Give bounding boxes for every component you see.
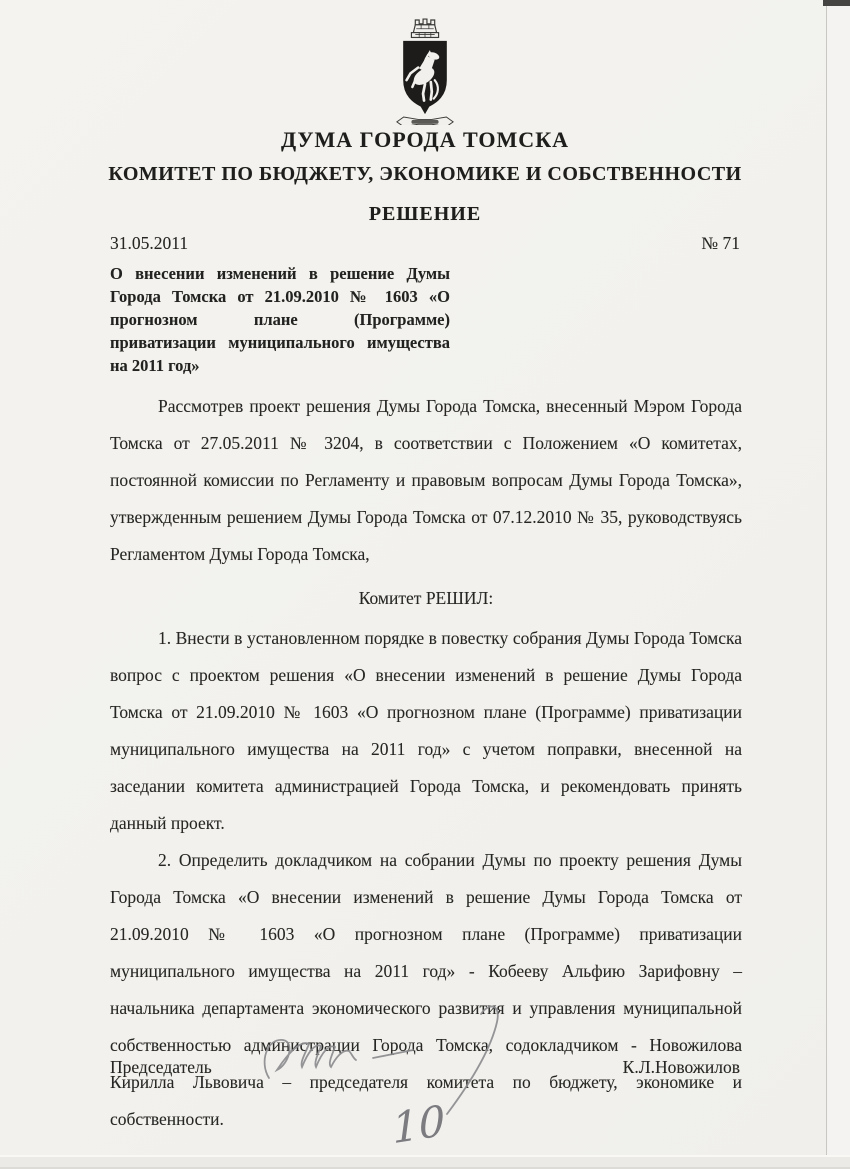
document-number: № 71 [701, 233, 740, 253]
masonry-crown-icon [411, 19, 438, 37]
organization-title: ДУМА ГОРОДА ТОМСКА [280, 127, 570, 152]
signer-name: К.Л.Новожилов [622, 1057, 740, 1077]
document-subject: О внесении изменений в решение Думы Города Томска от 21.09.2010 № 1603 «О прогнозном плане (Программе) приватизации муниципального имущества на 2011 год» [110, 264, 450, 375]
resolution-item-2: 2. Определить докладчиком на собрании Думы по проекту решения Думы Города Томска «О внесении изменений в решение Думы Города Томска от 21.09.2010 № 1603 «О прогнозном плане (Программе) приватизации муниципального имущества на 2011 год» - Кобееву Альфию Зарифовну – начальника департамента экономического развития и управления муниципальной собственностью администрации Города Томска, содокладчиком - Новожилова Кирилла Львовича – председателя комитета по бюджету, экономике и собственности. [110, 850, 742, 1129]
scan-corner-dark [823, 0, 850, 6]
resolution-item-1: 1. Внести в установленном порядке в повестку собрания Думы Города Томска вопрос с проектом решения «О внесении изменений в решение Думы Города Томска от 21.09.2010 № 1603 «О прогнозном плане (Программе) приватизации муниципального имущества на 2011 год» с учетом поправки, внесенной на заседании комитета администрацией Города Томска, и рекомендовать принять данный проект. [110, 628, 742, 833]
preamble-paragraph: Рассмотрев проект решения Думы Города Томска, внесенный Мэром Города Томска от 27.05.2011 № 3204, в соответствии с Положением «О комитетах, постоянной комиссии по Регламенту и правовым вопросам Думы Города Томска», утвержденным решением Думы Города Томска от 07.12.2010 № 35, руководствуясь Регламентом Думы Города Томска, [110, 396, 742, 564]
document-type-title: РЕШЕНИЕ [368, 203, 482, 225]
document-date: 31.05.2011 [110, 233, 189, 253]
resolution-heading: Комитет РЕШИЛ: [358, 588, 494, 608]
handwritten-page-number: 10 [391, 1095, 447, 1154]
tomsk-coat-of-arms-icon [377, 12, 474, 125]
motto-ribbon-icon [397, 117, 453, 125]
signer-title: Председатель [110, 1057, 212, 1077]
committee-title: КОМИТЕТ ПО БЮДЖЕТУ, ЭКОНОМИКЕ И СОБСТВЕННОСТИ [108, 163, 742, 185]
